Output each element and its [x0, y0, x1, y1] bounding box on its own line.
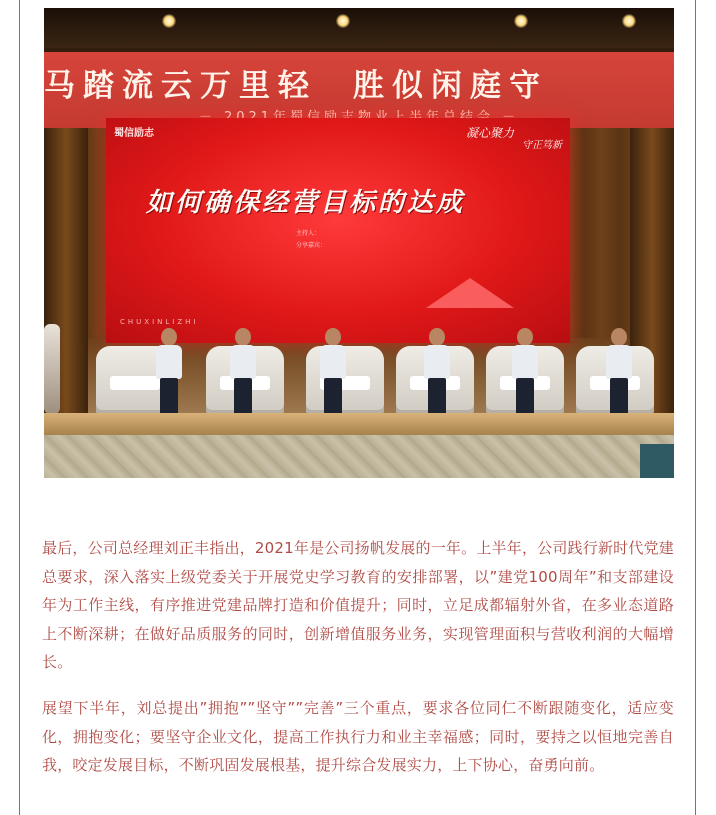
- plant: [44, 324, 60, 414]
- screen-logo: 蜀信励志: [114, 128, 154, 139]
- panelist: [424, 328, 450, 418]
- screen-footer: CHUXINLIZHI: [120, 318, 199, 326]
- screen-info-line: 分享嘉宾：: [296, 242, 327, 249]
- stage: [44, 413, 674, 435]
- screen-triangle-graphic: [426, 278, 514, 308]
- panelist: [606, 328, 632, 418]
- panelist: [230, 328, 256, 418]
- screen-info-line: 主持人：: [296, 230, 321, 237]
- side-desk: [640, 444, 674, 478]
- projection-screen: [106, 118, 570, 343]
- banner-headline-left: 马踏流云万里轻: [44, 68, 317, 104]
- ceiling-light: [336, 14, 350, 28]
- article-paragraph-1: 最后，公司总经理刘正丰指出，2021年是公司扬帆发展的一年。上半年，公司践行新时代党建总要求，深入落实上级党委关于开展党史学习教育的安排部署，以”建党100周年”和支部建设年为工作主线，有序推进党建品牌打造和价值提升；同时，立足成都辐射外省，在多业态道路上不断深耕；在做好品质服务的同时，创新增值服务业务，实现管理面积与营收利润的大幅增长。: [42, 539, 674, 671]
- banner-headline-right: 胜似闲庭守: [353, 68, 548, 104]
- panelist: [512, 328, 538, 418]
- screen-calligraphy-1: 凝心聚力: [465, 126, 514, 140]
- event-banner: [44, 52, 674, 128]
- screen-info: [296, 228, 326, 252]
- screen-title: 如何确保经营目标的达成: [146, 188, 466, 218]
- ceiling: [44, 8, 674, 48]
- screen-calligraphy-2: 守正笃新: [522, 140, 562, 151]
- ceiling-light: [162, 14, 176, 28]
- panelist: [156, 328, 182, 418]
- stage-floor: [44, 435, 674, 478]
- banner-headline: [44, 60, 674, 105]
- article-paragraph-2: 展望下半年，刘总提出”拥抱””坚守””完善”三个重点，要求各位同仁不断跟随变化，适应变化，拥抱变化；要坚守企业文化，提高工作执行力和业主幸福感；同时，要持之以恒地完善自我，咬定发展目标，不断巩固发展根基，提升综合发展实力，上下协心，奋勇向前。: [42, 699, 674, 774]
- ceiling-light: [514, 14, 528, 28]
- event-photo: [44, 8, 674, 478]
- panelist: [320, 328, 346, 418]
- ceiling-light: [622, 14, 636, 28]
